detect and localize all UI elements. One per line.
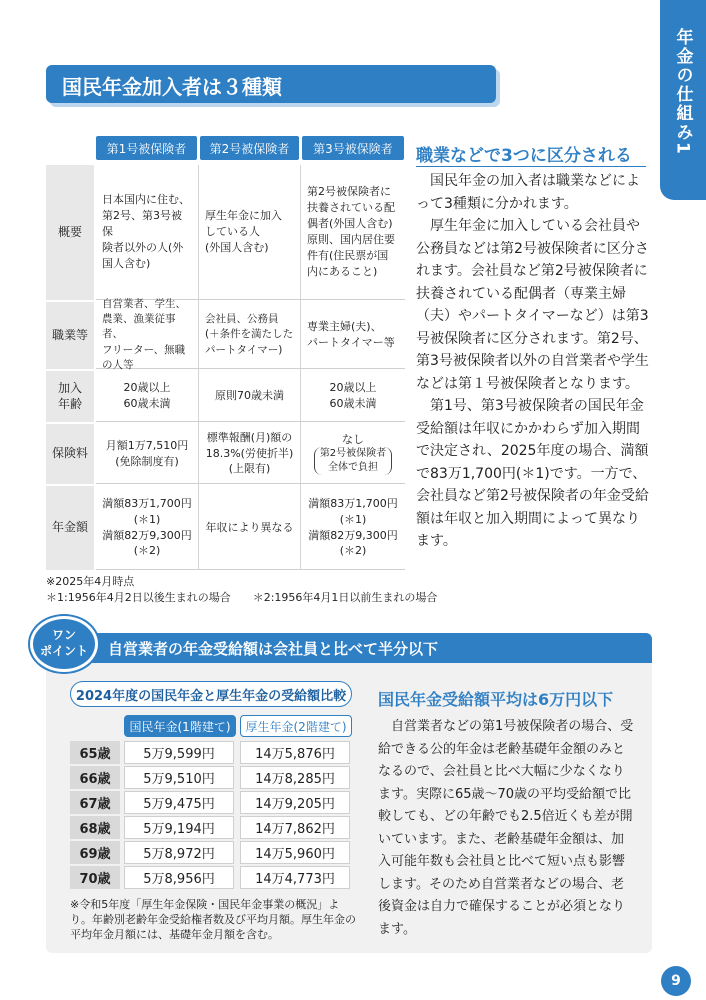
- cell-pension-type3: 満額83万1,700円 (＊1) 満額82万9,300円 (＊2): [301, 486, 405, 570]
- page-title: 国民年金加入者は３種類: [62, 75, 282, 99]
- comparison-kosei-value: 14万5,876円: [240, 741, 350, 764]
- comparison-age: 67歳: [70, 791, 120, 814]
- table-note-date: ※2025年4月時点: [46, 575, 135, 588]
- comparison-kokumin-value: 5万9,475円: [124, 791, 234, 814]
- table-header-type3: 第3号被保険者: [302, 136, 404, 160]
- cell-premium-type1: 月額1万7,510円 (免除制度有): [96, 424, 198, 484]
- comparison-header-kokumin: 国民年金(1階建て): [124, 715, 236, 737]
- section-paragraph: 第1号、第3号被保険者の国民年金受給額は年収にかかわらず加入期間で決定され、2025年度の場合、満額で83万1,700円(＊1)です。一方で、会社員など第2号被保険者の年金受給額は年収と加入期間によって異なります。: [416, 398, 649, 549]
- one-point-badge: ワン ポイント: [30, 616, 98, 672]
- cell-pension-type1: 満額83万1,700円 (＊1) 満額82万9,300円 (＊2): [96, 486, 198, 570]
- cell-age-type2: 原則70歳未満: [199, 371, 300, 422]
- section-body: [416, 170, 650, 553]
- section-paragraph: 国民年金の加入者は職業などによって3種類に分かれます。: [416, 173, 640, 212]
- row-label-occupation: 職業等: [46, 302, 94, 369]
- cell-age-type3: 20歳以上 60歳未満: [301, 371, 405, 422]
- comparison-kosei-value: 14万8,285円: [240, 766, 350, 789]
- comparison-kosei-value: 14万4,773円: [240, 866, 350, 889]
- page-number: 9: [661, 966, 691, 996]
- row-label-premium: 保険料: [46, 424, 94, 484]
- section-underline: [416, 166, 646, 167]
- page-title-banner: [46, 65, 496, 103]
- row-label-overview: 概要: [46, 165, 94, 300]
- table-header-type1: 第1号被保険者: [96, 136, 197, 160]
- comparison-kokumin-value: 5万9,599円: [124, 741, 234, 764]
- one-point-paragraph: 自営業者などの第1号被保険者の場合、受給できる公的年金は老齢基礎年金額のみとなるので、会社員と比べ大幅に少なくなります。実際に65歳～70歳の平均受給額で比較しても、どの年齢でも2.5倍近くも差が開いています。また、老齢基礎年金額は、加入可能年数も会社員と比べて短い点も影響します。そのため自営業者などの場合、老後資金は自力で確保することが必須となります。: [378, 719, 634, 937]
- comparison-header-kosei: 厚生年金(2階建て): [240, 715, 352, 737]
- cell-occupation-type3: 専業主婦(夫)、 パートタイマー等: [301, 302, 405, 369]
- cell-overview-type3: 第2号被保険者に 扶養されている配 偶者(外国人含む) 原則、国内居住要 件有(住民票が国 内にあること): [301, 165, 405, 300]
- comparison-kokumin-value: 5万8,972円: [124, 841, 234, 864]
- comparison-age: 70歳: [70, 866, 120, 889]
- bracket-note: 第2号被保険者 全体で負担: [314, 447, 392, 475]
- comparison-kokumin-value: 5万8,956円: [124, 866, 234, 889]
- table-header-type2: 第2号被保険者: [200, 136, 299, 160]
- row-label-pension: 年金額: [46, 486, 94, 570]
- comparison-kokumin-value: 5万9,510円: [124, 766, 234, 789]
- comparison-age: 65歳: [70, 741, 120, 764]
- cell-pension-type2: 年収により異なる: [199, 486, 300, 570]
- one-point-body: [378, 716, 636, 941]
- comparison-note: ※令和5年度「厚生年金保険・国民年金事業の概況」より。年齢別老齢年金受給権者数及び平均月額。厚生年金の平均年金月額には、基礎年金月額を含む。: [70, 898, 356, 941]
- cell-premium-type3: なし 第2号被保険者 全体で負担: [301, 424, 405, 484]
- cell-occupation-type2: 会社員、公務員 (＋条件を満たした パートタイマー): [199, 302, 300, 369]
- comparison-kokumin-value: 5万9,194円: [124, 816, 234, 839]
- table-note-footnotes: ＊1:1956年4月2日以後生まれの場合 ＊2:1956年4月1日以前生まれの場合: [46, 591, 438, 604]
- comparison-kosei-value: 14万7,862円: [240, 816, 350, 839]
- cell-premium-type2: 標準報酬(月)額の 18.3%(労使折半) (上限有): [199, 424, 300, 484]
- chapter-label: 年金の仕組み1: [672, 28, 693, 156]
- cell-overview-type2: 厚生年金に加入 している人 (外国人含む): [199, 165, 300, 300]
- section-paragraph: 厚生年金に加入している会社員や公務員などは第2号被保険者に区分されます。会社員など第2号被保険者に扶養されている配偶者（専業主婦（夫）やパートタイマーなど）は第3号被保険者に区分されます。第2号、第3号被保険者以外の自営業者や学生などは第１号被保険者となります。: [416, 218, 649, 392]
- comparison-title: 2024年度の国民年金と厚生年金の受給額比較: [70, 681, 352, 707]
- chapter-side-tab: [660, 0, 706, 200]
- cell-overview-type1: 日本国内に住む、 第2号、第3号被保 険者以外の人(外 国人含む): [96, 165, 198, 300]
- section-heading: 職業などで3つに区分される: [416, 146, 632, 166]
- comparison-age: 66歳: [70, 766, 120, 789]
- comparison-age: 68歳: [70, 816, 120, 839]
- cell-age-type1: 20歳以上 60歳未満: [96, 371, 198, 422]
- one-point-heading: 国民年金受給額平均は6万円以下: [378, 690, 614, 709]
- comparison-kosei-value: 14万5,960円: [240, 841, 350, 864]
- row-label-age: 加入 年齢: [46, 371, 94, 422]
- cell-occupation-type1: 自営業者、学生、 農業、漁業従事者、 フリーター、無職の人等: [96, 302, 198, 369]
- one-point-title: 自営業者の年金受給額は会社員と比べて半分以下: [108, 640, 439, 658]
- comparison-age: 69歳: [70, 841, 120, 864]
- comparison-kosei-value: 14万9,205円: [240, 791, 350, 814]
